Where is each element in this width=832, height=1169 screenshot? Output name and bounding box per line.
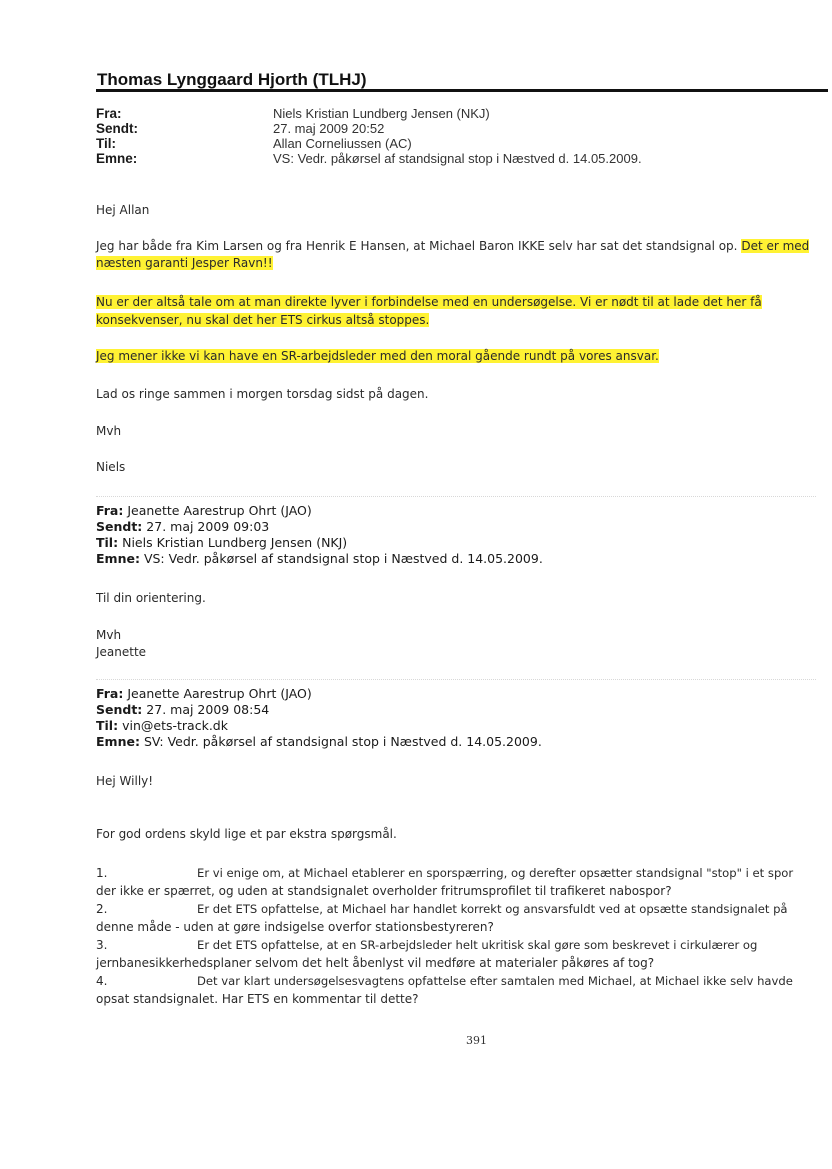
email2-sent-line [96,519,269,534]
email1-paragraph-1 [96,239,809,253]
email1-paragraph-2-cont [96,313,429,327]
email2-subject-label: Emne: [96,551,140,566]
email3-sent: 27. maj 2009 08:54 [146,702,270,717]
email1-greeting: Hej Allan [96,203,150,217]
email3-to-label: Til: [96,718,119,733]
email1-p1-highlight-cont: næsten garanti Jesper Ravn!! [96,256,273,270]
email1-p1-text: Jeg har både fra Kim Larsen og fra Henrik E Hansen, at Michael Baron IKKE selv har sat det standsignal op. [96,239,738,253]
email2-from: Jeanette Aarestrup Ohrt (JAO) [127,503,312,518]
email3-sent-line [96,702,269,717]
email-separator-1 [96,496,816,497]
question-1-number: 1. [96,866,108,880]
question-2-number: 2. [96,902,108,916]
email1-closing: Mvh [96,424,122,438]
email3-subject: SV: Vedr. påkørsel af standsignal stop i Næstved d. 14.05.2009. [143,734,542,749]
email1-from-label: Fra: [96,106,122,121]
title-rule [96,89,828,92]
email2-from-label: Fra: [96,503,124,518]
email2-sent-label: Sendt: [96,519,143,534]
email3-from: Jeanette Aarestrup Ohrt (JAO) [127,686,312,701]
email2-to-label: Til: [96,535,119,550]
question-1-line-1: Er vi enige om, at Michael etablerer en sporspærring, og derefter opsætter standsignal "stop" i et spor [197,866,794,880]
email3-greeting: Hej Willy! [96,774,154,788]
page-number: 391 [466,1034,487,1047]
email3-subject-label: Emne: [96,734,140,749]
email2-body: Til din orientering. [96,591,206,605]
question-4-line-1: Det var klart undersøgelsesvagtens opfattelse efter samtalen med Michael, at Michael ikke selv havde [197,974,793,988]
question-1-line-2: der ikke er spærret, og uden at standsignalet overholder fritrumsprofilet til trafikeret nabospor? [96,884,672,898]
email1-from: Niels Kristian Lundberg Jensen (NKJ) [273,106,490,121]
question-3-line-1: Er det ETS opfattelse, at en SR-arbejdsleder helt ukritisk skal gøre som beskrevet i cirkulærer og [197,938,758,952]
email2-subject-line [96,551,543,566]
email3-from-line [96,686,312,701]
email2-subject: VS: Vedr. påkørsel af standsignal stop i Næstved d. 14.05.2009. [143,551,543,566]
email2-closing: Mvh [96,628,122,642]
question-2-line-2: denne måde - uden at gøre indsigelse overfor stationsbestyreren? [96,920,494,934]
email1-paragraph-1-cont [96,256,273,270]
email1-paragraph-4: Lad os ringe sammen i morgen torsdag sidst på dagen. [96,387,429,401]
email1-subject: VS: Vedr. påkørsel af standsignal stop i Næstved d. 14.05.2009. [273,151,642,166]
email1-paragraph-3 [96,349,659,363]
email1-p2-highlight: Nu er der altså tale om at man direkte lyver i forbindelse med en undersøgelse. Vi er nødt til at lade det her få [96,295,762,309]
email1-subject-label: Emne: [96,151,138,166]
email1-p2-highlight-cont: konsekvenser, nu skal det her ETS cirkus altså stoppes. [96,313,430,327]
question-2-line-1: Er det ETS opfattelse, at Michael har handlet korrekt og ansvarsfuldt ved at opsætte standsignalet på [197,902,788,916]
email1-to-label: Til: [96,136,116,151]
question-3-number: 3. [96,938,108,952]
question-3-line-2: jernbanesikkerhedsplaner selvom det helt åbenlyst vil medføre at materialer påkøres af tog? [96,956,655,970]
email-separator-2 [96,679,816,680]
email2-to-line [96,535,347,550]
email1-p1-highlight: Det er med [741,239,810,253]
email1-paragraph-2 [96,295,762,309]
email3-to-line [96,718,228,733]
email3-sent-label: Sendt: [96,702,143,717]
email3-subject-line [96,734,542,749]
email3-from-label: Fra: [96,686,124,701]
question-4-line-2: opsat standsignalet. Har ETS en kommentar til dette? [96,992,419,1006]
email1-to: Allan Corneliussen (AC) [273,136,412,151]
email3-to: vin@ets-track.dk [122,718,228,733]
email1-signature: Niels [96,460,126,474]
page-title: Thomas Lynggaard Hjorth (TLHJ) [97,70,367,89]
email3-intro: For god ordens skyld lige et par ekstra spørgsmål. [96,827,397,841]
question-4-number: 4. [96,974,108,988]
email2-sent: 27. maj 2009 09:03 [146,519,270,534]
email2-to: Niels Kristian Lundberg Jensen (NKJ) [122,535,348,550]
email1-sent: 27. maj 2009 20:52 [273,121,385,136]
email1-sent-label: Sendt: [96,121,138,136]
email2-from-line [96,503,312,518]
email1-p3-highlight: Jeg mener ikke vi kan have en SR-arbejdsleder med den moral gående rundt på vores ansvar. [96,349,659,363]
email2-signature: Jeanette [96,645,147,659]
